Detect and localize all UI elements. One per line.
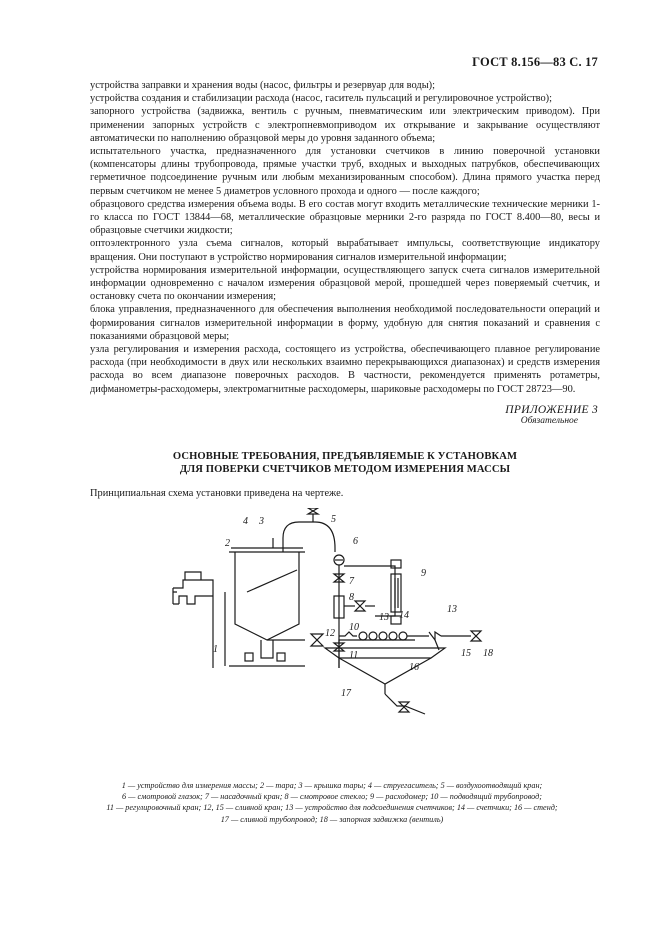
paragraph: устройства заправки и хранения воды (насос, фильтры и резервуар для воды);: [90, 80, 436, 91]
paragraph: образцового средства измерения объема воды. В его состав могут входить металлические технические мерники 1-го класса по ГОСТ 13844—68, металлические образцовые мерники 2-го разряда по ГОСТ 8.400—80, весы и образцовые счетчики жидкости;: [90, 198, 600, 237]
heading-line-2: ДЛЯ ПОВЕРКИ СЧЕТЧИКОВ МЕТОДОМ ИЗМЕРЕНИЯ МАССЫ: [179, 463, 511, 475]
caption-line: 1 — устройство для измерения массы; 2 — тара; 3 — крышка тары; 4 — струегаситель; 5 — воздухоотводящий кран;: [121, 781, 543, 790]
label-7: 7: [349, 576, 354, 587]
label-5: 5: [331, 514, 336, 525]
caption-line: 17 — сливной трубопровод; 18 — запорная задвижка (вентиль): [220, 814, 444, 824]
drain-pipe: [385, 694, 425, 714]
air-vent-line: [283, 508, 335, 552]
paragraph: устройства нормирования измерительной информации, осуществляющего запуск счета сигналов измерительной информации одновременно с началом измерения образцовой мерой, прошедшей через поверяемый счетчик, и остановку счета по окончании измерения;: [90, 264, 600, 303]
label-1: 1: [213, 644, 218, 655]
appendix-title: ПРИЛОЖЕНИЕ 3: [505, 404, 598, 416]
label-10: 10: [349, 622, 359, 633]
paragraph: блока управления, предназначенного для обеспечения выполнения необходимой последовательности операций и формирования сигналов измерительной информации в форму, удобную для снятия показаний и сравнения с показаниями образцовой меры;: [90, 304, 600, 342]
caption-line: 6 — смотровой глазок; 7 — насадочный кран; 8 — смотровое стекло; 9 — расходомер; 10 — подводящий трубопровод;: [122, 792, 542, 802]
caption-line: 11 — регулировочный кран; 12, 15 — сливной кран; 13 — устройство для подсоединения счетчиков; 14 — счетчики; 16 — стенд;: [106, 803, 558, 813]
label-8: 8: [349, 592, 354, 603]
label-14: 14: [399, 610, 409, 621]
tank: [229, 548, 305, 666]
installation-diagram: [165, 508, 505, 766]
label-15: 15: [461, 648, 471, 659]
intro-text: Принципиальная схема установки приведена на чертеже.: [90, 488, 344, 499]
label-17: 17: [341, 688, 351, 699]
page-header: ГОСТ 8.156—83 С. 17: [472, 55, 598, 69]
paragraph: узла регулирования и измерения расхода, состоящего из устройства, обеспечивающего плавное регулирование расхода (при необходимости в двух или нескольких взаимно перекрывающихся диапазонах) и средств измерения расхода во всем диапазоне поверочных расходов. В частности, рекомендуется применять ротаметры, дифманометры-расходомеры, электромагнитные расходомеры, шариковые расходомеры по ГОСТ 28723—90.: [90, 344, 600, 395]
label-2: 2: [225, 538, 230, 549]
heading-line-1: ОСНОВНЫЕ ТРЕБОВАНИЯ, ПРЕДЪЯВЛЯЕМЫЕ К УСТАНОВКАМ: [172, 451, 518, 462]
paragraph: оптоэлектронного узла съема сигналов, который вырабатывает импульсы, соответствующие индикатору вращения. Они поступают в устройство нормирования сигналов измерительной информации;: [90, 238, 600, 263]
paragraph: запорного устройства (задвижка, вентиль с ручным, пневматическим или электрическим приводом). При применении запорных устройств с электропневмоприводом их открывание и закрывание осуществляют автоматически по наполнению образцовой меры до уровня заданного объема;: [90, 106, 600, 144]
label-11: 11: [349, 650, 359, 661]
label-6: 6: [353, 536, 358, 547]
label-18: 18: [483, 648, 493, 659]
body-text: [90, 79, 600, 396]
label-16: 16: [409, 662, 419, 673]
label-3: 3: [259, 516, 264, 527]
label-13b: 13: [447, 604, 457, 615]
paragraph: испытательного участка, предназначенного для установки счетчиков в линию поверочной установки (компенсаторы длины трубопровода, прямые участки труб, входных и выходных патрубков, обеспечивающих герметичное подсоединение ручным или любым механизированным способом). Длина прямого участка перед первым счетчиком не менее 5 диаметров условного прохода и одного — после каждого;: [90, 146, 600, 197]
appendix-status: Обязательное: [520, 416, 578, 426]
figure-caption: [63, 780, 601, 825]
jet-damper: [247, 570, 297, 592]
section-heading: [90, 451, 600, 477]
appendix-block: [505, 404, 598, 426]
paragraph: устройства создания и стабилизации расхода (насос, гаситель пульсаций и регулировочное устройство);: [90, 93, 553, 105]
label-12: 12: [325, 628, 335, 639]
label-9: 9: [421, 568, 426, 579]
label-4: 4: [243, 516, 248, 527]
label-13a: 13: [379, 612, 389, 623]
